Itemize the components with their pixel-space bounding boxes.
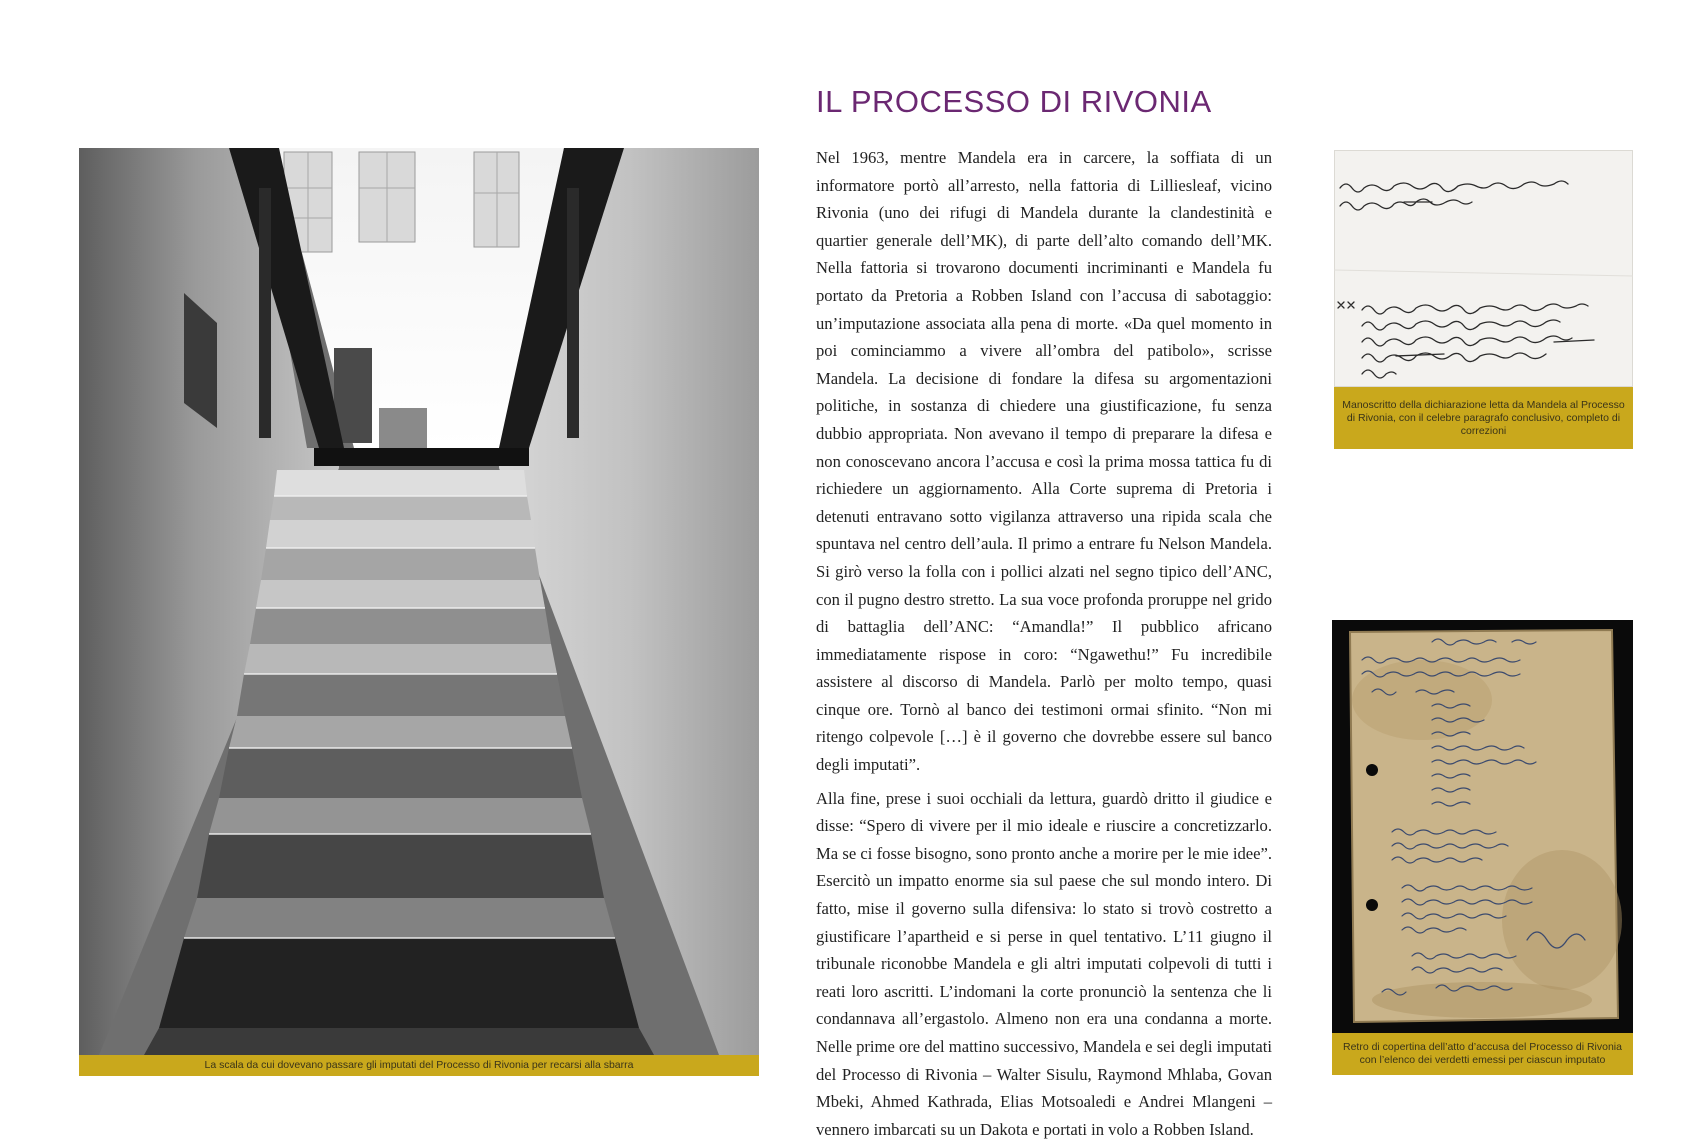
- manuscript-caption: Manoscritto della dichiarazione letta da Mandela al Processo di Rivonia, con il celebre paragrafo conclusivo, completo di correzioni: [1342, 398, 1625, 437]
- manuscript-image: [1334, 150, 1633, 387]
- indictment-caption: Retro di copertina dell’atto d’accusa del Processo di Rivonia con l’elenco dei verdetti emessi per ciascun imputato: [1343, 1041, 1622, 1066]
- staircase-caption: La scala da cui dovevano passare gli imputati del Processo di Rivonia per recarsi alla sbarra: [79, 1055, 759, 1076]
- indictment-figure: [1332, 620, 1633, 1075]
- article-body: [816, 144, 1272, 1143]
- page-title: IL PROCESSO DI RIVONIA: [816, 84, 1212, 119]
- staircase-photo: [79, 148, 759, 1055]
- paragraph: Nel 1963, mentre Mandela era in carcere, la soffiata di un informatore portò all’arresto, nella fattoria di Lilliesleaf, vicino Rivonia (uno dei rifugi di Mandela durante la clandestinità e quartier generale dell’MK), di parte dell’alto comando dell’MK. Nella fattoria si trovarono documenti incriminanti e Mandela fu portato da Pretoria a Robben Island con l’accusa di sabotaggio: un’imputazione associata alla pena di morte. «Da quel momento in poi cominciammo a vivere all’ombra del patibolo», scrisse Mandela. La decisione di fondare la difesa su argomentazioni politiche, in sostanza di chiedere una giustificazione, fu senza dubbio appropriata. Non avevano il tempo di preparare la difesa e non conoscevano ancora l’accusa e così la prima mossa tattica fu di richiedere un aggiornamento. Alla Corte suprema di Pretoria i detenuti entravano sotto vigilanza attraverso una ripida scala che spuntava nel centro dell’aula. Il primo a entrare fu Nelson Mandela. Si girò verso la folla con i pollici alzati nel segno tipico dell’ANC, con il pugno destro stretto. La sua voce profonda proruppe nel grido di battaglia dell’ANC: “Amandla!” Il pubblico africano immediatamente rispose in coro: “Ngawethu!” Fu incredibile assistere al discorso di Mandela. Parlò per molto tempo, quasi cinque ore. Tornò al banco dei testimoni ormai sfinito. “Non mi ritengo colpevole […] è il governo che dovrebbe essere sul banco degli imputati”.: [816, 148, 1272, 775]
- staircase-figure: [79, 148, 759, 1076]
- manuscript-figure: [1334, 150, 1633, 449]
- indictment-image: [1332, 620, 1633, 1033]
- paragraph: Alla fine, prese i suoi occhiali da lettura, guardò dritto il giudice e disse: “Spero di vivere per il mio ideale e riuscire a concretizzarlo. Ma se ci fosse bisogno, sono pronto anche a morire per le mie idee”. Esercitò un impatto enorme sia sul paese che sul mondo intero. Di fatto, mise il governo sulla difensiva: lo stato si trovò costretto a giustificare l’apartheid e si perse in quel tentativo. L’11 giugno il tribunale riconobbe Mandela e gli altri imputati colpevoli di tutti i reati loro ascritti. L’indomani la corte pronunciò la sentenza che li condannava all’ergastolo. Almeno non era una condanna a morte. Nelle prime ore del mattino successivo, Mandela e sei degli imputati del Processo di Rivonia – Walter Sisulu, Raymond Mhlaba, Govan Mbeki, Ahmed Kathrada, Elias Motsoaledi e Andrei Mlangeni – vennero imbarcati su un Dakota e portati in volo a Robben Island.: [816, 788, 1272, 1139]
